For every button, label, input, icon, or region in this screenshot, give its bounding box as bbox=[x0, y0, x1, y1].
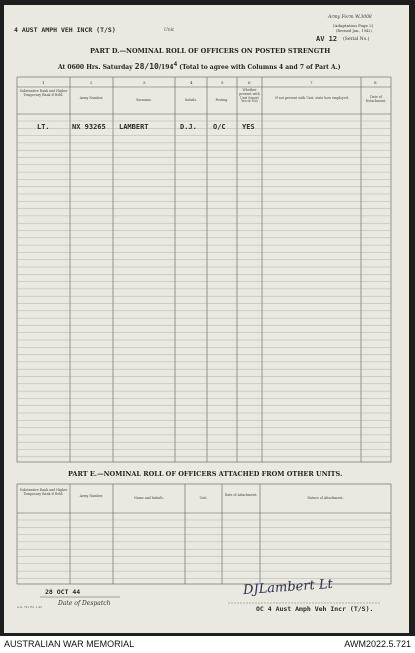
e-col-header-nature: Nature of Attachment. bbox=[307, 496, 344, 500]
strength-line bbox=[58, 62, 341, 71]
caption-bar bbox=[0, 636, 415, 653]
col-header-surname: Surname. bbox=[136, 98, 152, 102]
unit-name: 4 AUST AMPH VEH INCR (T/S) bbox=[14, 26, 116, 34]
row-army-number: NX 93265 bbox=[72, 123, 106, 131]
e-col-header-date: Date of Attachment. bbox=[224, 493, 258, 497]
col-number-7: 7 bbox=[310, 80, 313, 85]
col-number-3: 3 bbox=[143, 80, 146, 85]
col-header-posting: Posting. bbox=[215, 98, 229, 102]
institution-label: AUSTRALIAN WAR MEMORIAL bbox=[4, 639, 135, 649]
strength-prefix: At 0600 Hrs. Saturday bbox=[58, 64, 133, 71]
row-initials: D.J. bbox=[180, 123, 197, 131]
col-header-rank: Substantive Rank and Higher Temporary Rank if Held. bbox=[19, 89, 68, 97]
strength-year: /194 bbox=[158, 64, 174, 71]
row-posting: O/C bbox=[213, 123, 226, 131]
row-rank: LT. bbox=[37, 123, 50, 131]
strength-date: 28/10 bbox=[134, 62, 159, 71]
signoff: OC 4 Aust Amph Veh Incr (T/S). bbox=[256, 605, 374, 613]
col-number-8: 8 bbox=[374, 80, 377, 85]
print-code: A.G. 721 Ed. 1.43 bbox=[17, 605, 42, 609]
revised-label: (Revised Jan., 1942) bbox=[336, 29, 372, 33]
part-d-title: PART D.—NOMINAL ROLL OF OFFICERS ON POSTED STRENGTH bbox=[90, 47, 331, 55]
part-e-title: PART E.—NOMINAL ROLL OF OFFICERS ATTACHED FROM OTHER UNITS. bbox=[68, 470, 343, 478]
col-header-employment: If not present with Unit, state how employed. bbox=[275, 96, 349, 100]
col-header-present: Whether present with Unit (insert Yes or No) bbox=[239, 88, 260, 104]
serial-label: (Serial No.) bbox=[343, 37, 370, 42]
e-col-header-rank: Substantive Rank and Higher Temporary Rank if Held. bbox=[19, 488, 68, 496]
signature: DJLambert Lt bbox=[242, 576, 334, 599]
army-form-label: Army Form W.3008 bbox=[328, 15, 372, 20]
col-header-army-number: Army Number. bbox=[79, 96, 104, 100]
unit-label: Unit bbox=[164, 28, 174, 33]
despatch-label: Date of Despatch bbox=[58, 600, 111, 607]
row-surname: LAMBERT bbox=[119, 123, 149, 131]
col-number-2: 2 bbox=[90, 80, 93, 85]
accession-number: AWM2022.5.721 bbox=[344, 639, 411, 649]
col-number-5: 5 bbox=[221, 80, 224, 85]
col-number-1: 1 bbox=[42, 80, 45, 85]
e-col-header-unit: Unit. bbox=[199, 496, 208, 500]
adaptation-label: (Adaptation Page 2) bbox=[333, 23, 374, 28]
col-header-detachment: Date of Detachment. bbox=[365, 95, 387, 103]
strength-year-digit: 4 bbox=[173, 61, 178, 68]
e-col-header-army-number: Army Number. bbox=[79, 494, 104, 498]
serial-number: AV 12 bbox=[316, 35, 338, 43]
col-header-initials: Initials. bbox=[184, 98, 198, 102]
strength-suffix: (Total to agree with Columns 4 and 7 of Part A.) bbox=[179, 64, 341, 71]
row-present: YES bbox=[242, 123, 255, 131]
col-number-6: 6 bbox=[248, 80, 251, 85]
despatch-date: 28 OCT 44 bbox=[45, 588, 81, 596]
e-col-header-name: Name and Initials. bbox=[134, 496, 164, 500]
col-number-4: 4 bbox=[190, 80, 193, 85]
